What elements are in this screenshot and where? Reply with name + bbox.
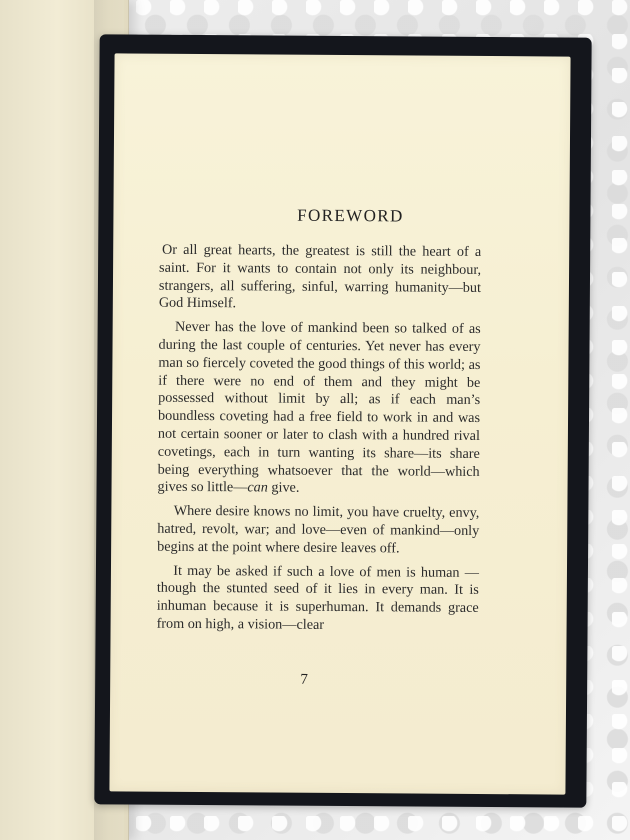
page-text <box>156 242 481 642</box>
page-number: 7 <box>300 671 309 688</box>
paragraph-1: Or all great hearts, the greatest is still the heart of a saint. For it wants to contain not only its neighbour, strangers, all suffering, sinful, warring humanity—but God Himself. <box>158 241 482 312</box>
paragraph-4: It may be asked if such a love of men is human —though the stunted seed of it lies in every man. It is inhuman because it is superhuman. It demands grace from on high, a vision—clear <box>156 562 480 633</box>
paragraph-2-part-b: give. <box>267 479 300 497</box>
right-page <box>109 53 570 794</box>
paragraph-2-part-a: Never has the love of mankind been so talked of as during the last couple of centuries. Yet never has every man so fiercely coveted the good things of this world; as if there were no end of them and they might be possessed without limit by all; as if each man’s boundless coveting had a free field to work in and was not certain sooner or later to clash with a hundred rival covetings, each in turn wanting its share—its share being everything whatsoever that the world—which gives so little— <box>157 319 481 496</box>
page-title: FOREWORD <box>297 205 404 226</box>
paragraph-2-italic-can: can <box>247 479 268 496</box>
paragraph-2 <box>157 319 480 499</box>
paragraph-3: Where desire knows no limit, you have cruelty, envy, hatred, revolt, war; and love—even of mankind—only begins at the point where desire leaves off. <box>157 502 480 557</box>
